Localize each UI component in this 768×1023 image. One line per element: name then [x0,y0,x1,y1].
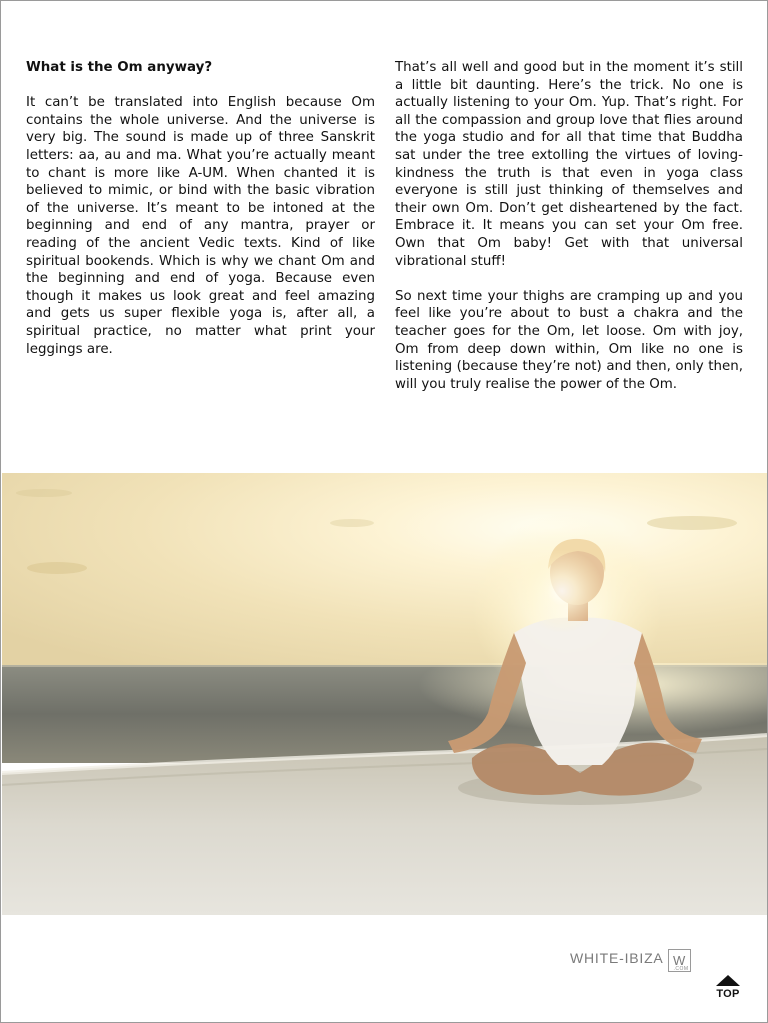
logo-wordmark: WHITE-IBIZA [570,950,664,966]
white-ibiza-logo [570,950,691,976]
arrow-up-icon [716,975,740,986]
article-paragraph: That’s all well and good but in the moment it’s still a little bit daunting. Here’s the trick. No one is actually listening to your Om. Yup. That’s right. For all the compassion and group love that flies around the yoga studio and for all that time that Buddha sat under the tree extolling the virtues of loving-kindness the truth is that even in yoga class everyone is still just thinking of themselves and their own Om. Don’t get disheartened by the fact. Embrace it. It means you can set your Om free. Own that Om baby! Get with that universal vibrational stuff! [395,60,743,269]
article-column-right [395,59,743,411]
article-column-left [26,59,375,376]
back-to-top-button[interactable] [713,975,743,1003]
logo-monogram: W [668,949,691,972]
top-label: TOP [716,988,740,1000]
article-paragraph: It can’t be translated into English because Om contains the whole universe. And the universe is very big. The sound is made up of three Sanskrit letters: aa, au and ma. What you’re actually meant to chant is more like A-UM. When chanted it is believed to mimic, or bind with the basic vibration of the universe. It’s meant to be intoned at the beginning and end of any mantra, prayer or reading of the ancient Vedic texts. Kind of like spiritual bookends. Which is why we chant Om and the beginning and end of yoga. Because even though it makes us look great and feel amazing and gets us super flexible yoga is, after all, a spiritual practice, no matter what print your leggings are. [26,95,375,357]
logo-domain-suffix: .COM [673,966,689,972]
article-paragraph: So next time your thighs are cramping up and you feel like you’re about to bust a chakra and the teacher goes for the Om, let loose. Om with joy, Om from deep down within, Om like no one is listening (because they’re not) and then, only then, will you truly realise the power of the Om. [395,288,743,392]
article-heading: What is the Om anyway? [26,60,213,75]
beach-meditation-photo [2,473,767,915]
